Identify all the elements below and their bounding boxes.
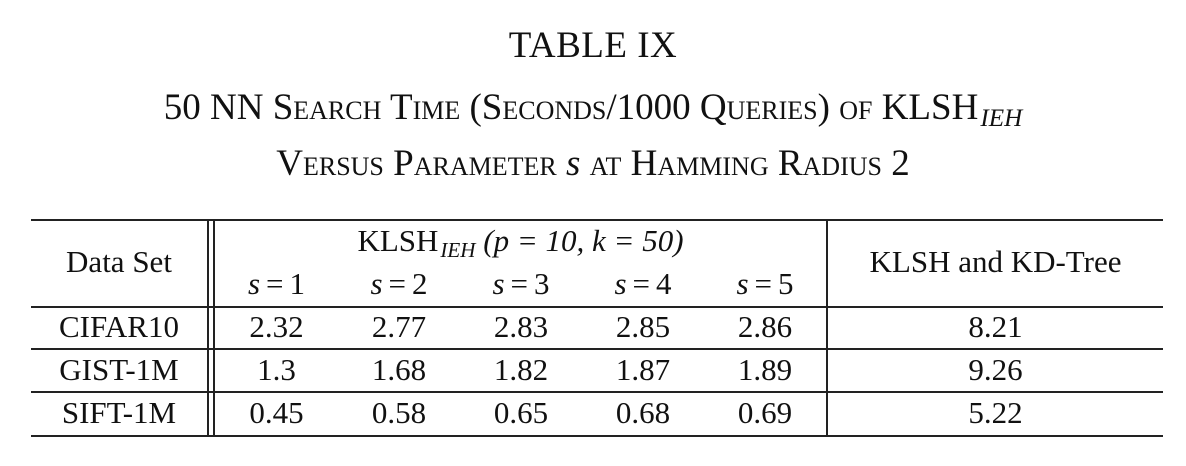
header-s-5: s = 5 (736, 266, 794, 301)
table-cell: 2.32 (249, 309, 304, 344)
table-cell: 1.82 (493, 352, 549, 387)
table-cell: 2.77 (371, 309, 427, 344)
s-value: 2 (412, 266, 428, 301)
s-value: 3 (534, 266, 550, 301)
row-2-rule (31, 391, 1163, 393)
header-group-subscript: IEH (440, 237, 476, 262)
s-value: 5 (778, 266, 794, 301)
double-divider-left (207, 220, 209, 436)
s-var: s (370, 266, 383, 301)
header-baseline: KLSH and KD-Tree (869, 244, 1122, 279)
table-cell: 1.89 (737, 352, 793, 387)
caption-radius-text: at Hamming Radius 2 (589, 143, 910, 184)
caption-subscript: IEH (980, 105, 1023, 133)
s-var: s (492, 266, 505, 301)
s-value: 1 (289, 266, 306, 301)
table-cell: 2.85 (615, 309, 671, 344)
table-cell: 0.65 (493, 395, 549, 430)
caption-line-1 (0, 85, 1186, 142)
caption-line-2 (0, 141, 1186, 187)
table-cell-baseline: 9.26 (968, 352, 1023, 387)
table-cell: 2.83 (493, 309, 549, 344)
caption-versus-text: Versus Parameter (276, 143, 557, 184)
table-cell: 1.3 (257, 352, 296, 387)
table-bottom-rule (31, 435, 1163, 437)
header-s-2: s = 2 (370, 266, 428, 301)
table-cell: 2.86 (737, 309, 793, 344)
table-top-rule (31, 219, 1163, 221)
table-cell-baseline: 5.22 (968, 395, 1023, 430)
s-var: s (247, 266, 261, 301)
table-row-dataset: CIFAR10 (58, 309, 179, 344)
table-cell-baseline: 8.21 (968, 309, 1023, 344)
table-cell: 1.87 (615, 352, 671, 387)
row-1-rule (31, 348, 1163, 350)
table-label: TABLE IX (508, 25, 678, 66)
header-s-3: s = 3 (492, 266, 550, 301)
caption-title-text: 50 NN Search Time (Seconds/1000 Queries) of KLSH (163, 87, 979, 128)
header-group-params: (p = 10, k = 50) (483, 223, 684, 258)
header-group (215, 223, 826, 268)
s-var: s (736, 266, 749, 301)
s-value: 4 (656, 266, 672, 301)
table-row-dataset: GIST-1M (59, 352, 179, 387)
table-cell: 0.68 (615, 395, 671, 430)
header-s-1: s = 1 (247, 266, 306, 301)
header-s-4: s = 4 (614, 266, 672, 301)
s-var: s (614, 266, 627, 301)
table-cell: 0.45 (249, 395, 304, 430)
header-group-method: KLSH (357, 223, 439, 258)
table-cell: 0.58 (371, 395, 427, 430)
header-bottom-rule (31, 306, 1163, 308)
table-row-dataset: SIFT-1M (61, 395, 177, 430)
header-dataset: Data Set (66, 244, 172, 279)
table-cell: 1.68 (371, 352, 427, 387)
table-cell: 0.69 (737, 395, 793, 430)
caption-variable: s (565, 143, 581, 184)
